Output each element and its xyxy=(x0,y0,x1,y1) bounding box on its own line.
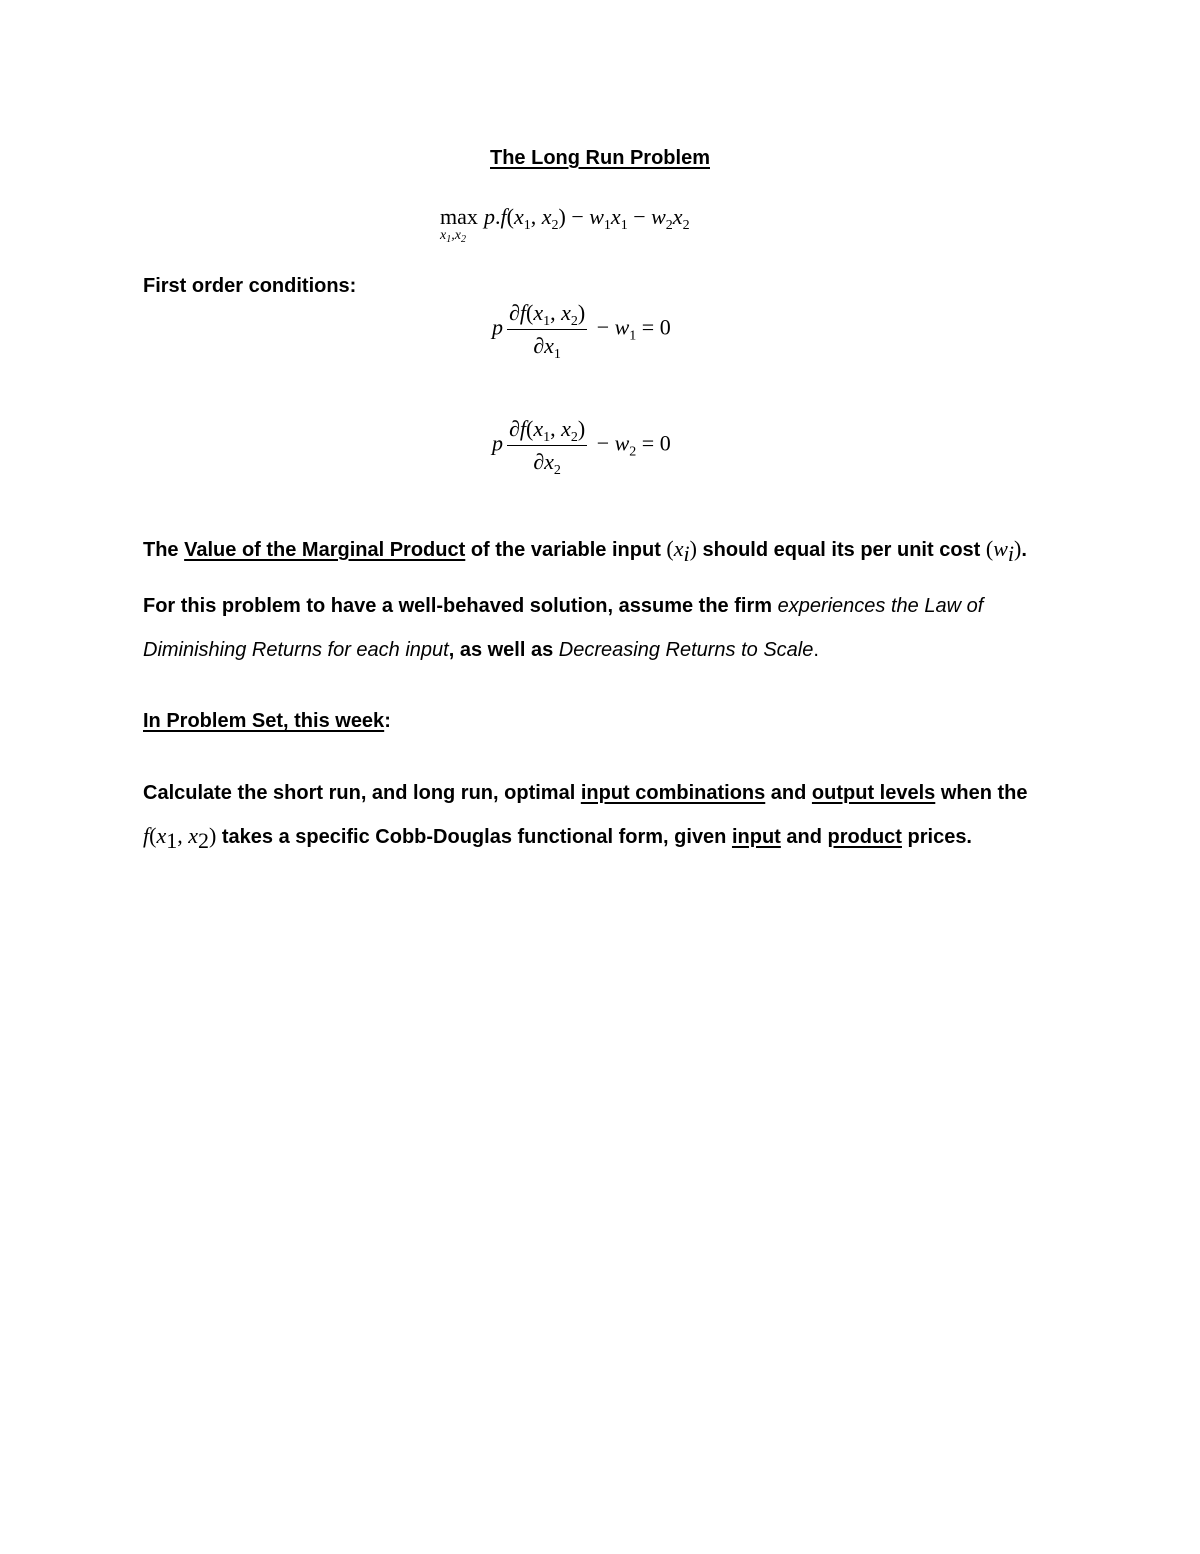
foc-label: First order conditions: xyxy=(143,275,357,297)
partial-fraction: $\frac{\partial f(x_1, x_2)}{\partial x_1}$ xyxy=(509,300,586,362)
assumption-line-1: For this problem to have a well-behaved solution, assume the firm experiences the Law of xyxy=(143,595,984,617)
partial-fraction: $\frac{\partial f(x_1, x_2)}{\partial x_2}$ xyxy=(509,416,586,478)
vmp-sentence: The Value of the Marginal Product of the variable input $(x_i)$ should equal its per unit cost $(w_i)$. xyxy=(143,536,1027,566)
assumption-line-2: Diminishing Returns for each input, as well as Decreasing Returns to Scale. xyxy=(143,639,819,661)
problem-set-heading: In Problem Set, this week: xyxy=(143,710,391,732)
objective-equation: max $x_1,x_2$ $p.f(x_1$, $x_2) - w_1x_1 - w_2x_2$ xyxy=(440,204,690,245)
task-line-2: $f(x_1$, $x_2$) takes a specific Cobb-Douglas functional form, given input and product prices. xyxy=(143,823,972,853)
vmp-term: Value of the Marginal Product xyxy=(184,539,466,561)
max-subscript: $x_1,x_2$ xyxy=(440,228,466,245)
task-line-1: Calculate the short run, and long run, optimal input combinations and output levels when the xyxy=(143,782,1028,804)
page-title: The Long Run Problem xyxy=(490,147,710,169)
foc-equation-2: p $\frac{\partial f(x_1, x_2)}{\partial x_2}$ − $w_2 = 0$ xyxy=(492,416,671,478)
foc-equation-1: p $\frac{\partial f(x_1, x_2)}{\partial x_1}$ − $w_1 = 0$ xyxy=(492,300,671,362)
max-operator: max $x_1,x_2$ xyxy=(440,204,478,245)
